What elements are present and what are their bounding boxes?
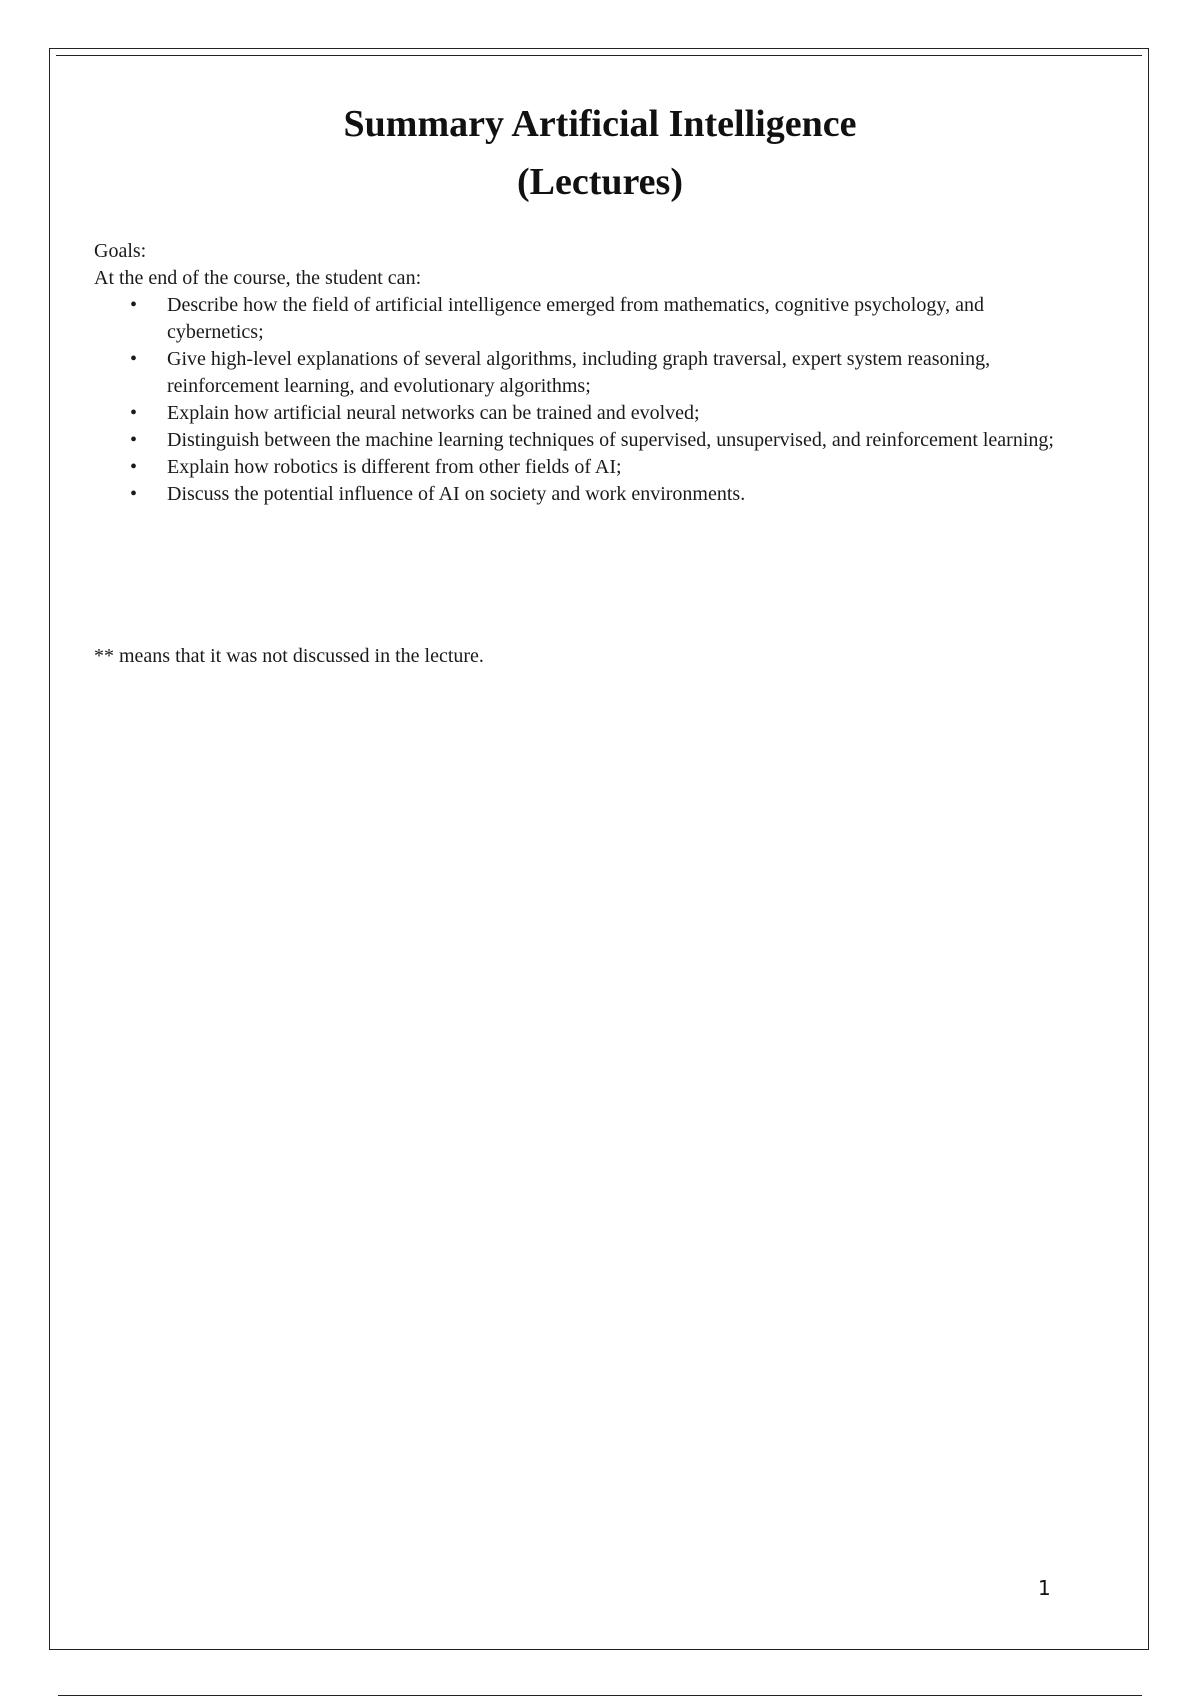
bullet-icon: • bbox=[130, 348, 138, 370]
footnote-note: ** means that it was not discussed in the lecture. bbox=[94, 645, 484, 667]
title-line-1: Summary Artificial Intelligence bbox=[343, 103, 857, 145]
goals-label: Goals: bbox=[94, 240, 147, 262]
goals-intro: At the end of the course, the student can: bbox=[94, 267, 422, 289]
goal-item bbox=[94, 454, 1054, 481]
goals-section bbox=[94, 238, 1054, 508]
goal-item bbox=[94, 292, 1054, 346]
goal-item bbox=[94, 346, 1054, 400]
goal-text: Give high-level explanations of several algorithms, including graph traversal, expert system reasoning, reinforcement learning, and evolutionary algorithms; bbox=[167, 348, 991, 397]
goal-item bbox=[94, 400, 1054, 427]
goal-text: Describe how the field of artificial intelligence emerged from mathematics, cognitive psychology, and cybernetics; bbox=[167, 294, 984, 343]
goal-text: Explain how robotics is different from other fields of AI; bbox=[167, 456, 622, 478]
goal-text: Distinguish between the machine learning techniques of supervised, unsupervised, and reinforcement learning; bbox=[167, 429, 1054, 451]
goal-text: Discuss the potential influence of AI on society and work environments. bbox=[167, 483, 746, 505]
bullet-icon: • bbox=[130, 402, 138, 424]
bullet-icon: • bbox=[130, 456, 138, 478]
goal-item bbox=[94, 481, 1054, 508]
document-title bbox=[0, 95, 1200, 211]
goals-list bbox=[94, 292, 1054, 508]
goal-text: Explain how artificial neural networks can be trained and evolved; bbox=[167, 402, 700, 424]
bullet-icon: • bbox=[130, 294, 138, 316]
frame-top-rule bbox=[56, 55, 1142, 56]
bullet-icon: • bbox=[130, 429, 138, 451]
goal-item bbox=[94, 427, 1054, 454]
title-line-2: (Lectures) bbox=[516, 161, 683, 203]
page-number: 1 bbox=[1038, 1576, 1051, 1600]
bullet-icon: • bbox=[130, 483, 138, 505]
next-page-top-rule bbox=[58, 1695, 1142, 1696]
